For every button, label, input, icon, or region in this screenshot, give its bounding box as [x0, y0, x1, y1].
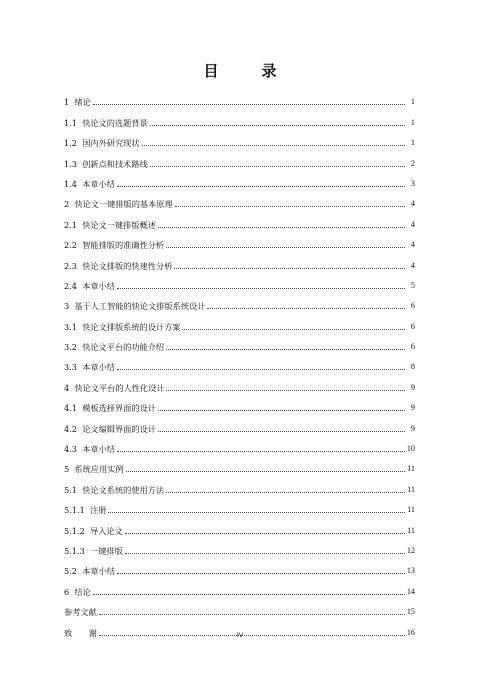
toc-entry[interactable]: [64, 250, 415, 270]
toc-entry-label: 5.1 快论文系统的使用方法: [64, 484, 165, 495]
toc-dot-leader: [142, 145, 405, 146]
toc-entry-label: 2 快论文一键排版的基本原理: [64, 199, 173, 210]
page-number-footer: IV: [236, 631, 244, 639]
toc-entry[interactable]: [64, 474, 415, 494]
toc-entry-page-number: 9: [410, 382, 415, 392]
toc-entry-label: 2.1 快论文一键排版概述: [64, 219, 156, 230]
toc-entry[interactable]: [64, 454, 415, 474]
toc-entry-label: 5.1.3 一键排版: [64, 545, 123, 556]
toc-entry[interactable]: [64, 271, 415, 291]
toc-dot-leader: [158, 410, 405, 411]
toc-entry[interactable]: [64, 291, 415, 311]
toc-dot-leader: [182, 329, 405, 330]
toc-entry[interactable]: [64, 148, 415, 168]
toc-entry[interactable]: [64, 332, 415, 352]
toc-dot-leader: [150, 166, 405, 167]
toc-dot-leader: [99, 614, 405, 615]
toc-entry-page-number: 14: [406, 586, 415, 596]
toc-dot-leader: [158, 227, 405, 228]
toc-entry[interactable]: [64, 189, 415, 209]
toc-entry-label: 4.2 论文编辑界面的设计: [64, 423, 156, 434]
toc-dot-leader: [150, 125, 405, 126]
toc-dot-leader: [166, 492, 405, 493]
toc-dot-leader: [117, 288, 405, 289]
toc-entry[interactable]: [64, 209, 415, 229]
toc-entry-page-number: 4: [410, 260, 415, 270]
toc-entry-label: 6 结论: [64, 586, 91, 597]
toc-dot-leader: [166, 390, 405, 391]
toc-entry-label: 2.4 本章小结: [64, 280, 115, 291]
toc-entry-page-number: 12: [406, 545, 415, 555]
toc-dot-leader: [125, 533, 405, 534]
toc-entry-page-number: 4: [410, 199, 415, 209]
toc-entry-page-number: 11: [407, 525, 415, 535]
toc-entry-label: 2.2 智能排版的准确性分析: [64, 240, 165, 251]
toc-entry-label: 4 快论文平台的人性化设计: [64, 382, 165, 393]
toc-entry[interactable]: [64, 434, 415, 454]
toc-entry[interactable]: [64, 87, 415, 107]
toc-entry-label: 4.1 模板选择界面的设计: [64, 403, 156, 414]
toc-entry-label: 5 系统应用实例: [64, 464, 124, 475]
toc-entry-label: 4.3 本章小结: [64, 444, 115, 455]
toc-entry-page-number: 1: [410, 138, 415, 148]
toc-entry-label: 1.2 国内外研究现状: [64, 138, 140, 149]
table-of-contents: [64, 87, 415, 638]
toc-entry[interactable]: [64, 515, 415, 535]
toc-entry[interactable]: [64, 576, 415, 596]
toc-entry[interactable]: [64, 495, 415, 515]
toc-entry-page-number: 6: [410, 301, 415, 311]
toc-entry-label: 3.3 本章小结: [64, 362, 115, 373]
toc-entry-page-number: 9: [410, 403, 415, 413]
toc-entry[interactable]: [64, 393, 415, 413]
toc-entry-page-number: 11: [407, 464, 415, 474]
toc-entry-page-number: 2: [410, 158, 415, 168]
toc-dot-leader: [117, 451, 405, 452]
toc-dot-leader: [108, 512, 405, 513]
toc-entry[interactable]: [64, 128, 415, 148]
toc-entry-page-number: 13: [406, 566, 415, 576]
toc-entry-page-number: 4: [410, 219, 415, 229]
toc-entry-page-number: 6: [410, 342, 415, 352]
toc-entry-page-number: 4: [410, 240, 415, 250]
toc-entry[interactable]: [64, 352, 415, 372]
toc-dot-leader: [166, 349, 405, 350]
toc-dot-leader: [166, 247, 405, 248]
toc-dot-leader: [117, 369, 405, 370]
toc-entry[interactable]: [64, 372, 415, 392]
toc-entry-label: 5.1.1 注册: [64, 505, 107, 516]
toc-dot-leader: [158, 431, 405, 432]
toc-title: 目 录: [203, 62, 291, 80]
toc-dot-leader: [207, 308, 405, 309]
toc-entry-label: 5.2 本章小结: [64, 566, 115, 577]
toc-dot-leader: [126, 471, 405, 472]
toc-entry-page-number: 1: [410, 117, 415, 127]
toc-entry-page-number: 6: [410, 321, 415, 331]
toc-entry-page-number: 9: [410, 423, 415, 433]
toc-entry-page-number: 5: [410, 280, 415, 290]
toc-entry[interactable]: [64, 536, 415, 556]
toc-entry-label: 1.4 本章小结: [64, 178, 115, 189]
toc-entry-label: 2.3 快论文排版的快速性分析: [64, 260, 173, 271]
toc-entry[interactable]: [64, 169, 415, 189]
toc-dot-leader: [93, 104, 405, 105]
toc-entry-page-number: 1: [410, 97, 415, 107]
toc-entry-page-number: 16: [406, 627, 415, 637]
toc-entry-label: 3.1 快论文排版系统的设计方案: [64, 321, 181, 332]
toc-entry[interactable]: [64, 230, 415, 250]
toc-entry-label: 3 基于人工智能的快论文排版系统设计: [64, 301, 206, 312]
toc-dot-leader: [125, 553, 405, 554]
toc-dot-leader: [93, 594, 405, 595]
toc-entry[interactable]: [64, 311, 415, 331]
toc-entry[interactable]: [64, 413, 415, 433]
toc-entry[interactable]: [64, 597, 415, 617]
toc-dot-leader: [175, 206, 405, 207]
toc-dot-leader: [117, 573, 405, 574]
toc-entry-label: 5.1.2 导入论文: [64, 525, 123, 536]
toc-dot-leader: [174, 268, 405, 269]
toc-entry-label: 3.2 快论文平台的功能介绍: [64, 342, 165, 353]
toc-entry[interactable]: [64, 556, 415, 576]
toc-entry-label: 1.3 创新点和技术路线: [64, 158, 148, 169]
toc-entry-label: 1.1 快论文的选题背景: [64, 117, 148, 128]
toc-entry-page-number: 8: [410, 362, 415, 372]
toc-entry[interactable]: [64, 107, 415, 127]
toc-entry-label: 1 绪论: [64, 97, 91, 108]
toc-entry-page-number: 3: [410, 178, 415, 188]
toc-entry-page-number: 10: [406, 444, 415, 454]
toc-entry-page-number: 11: [407, 484, 415, 494]
toc-entry-label: 致 谢: [64, 627, 97, 638]
toc-dot-leader: [117, 186, 405, 187]
toc-entry-label: 参考文献: [64, 607, 97, 618]
toc-entry-page-number: 15: [406, 607, 415, 617]
toc-entry-page-number: 11: [407, 505, 415, 515]
